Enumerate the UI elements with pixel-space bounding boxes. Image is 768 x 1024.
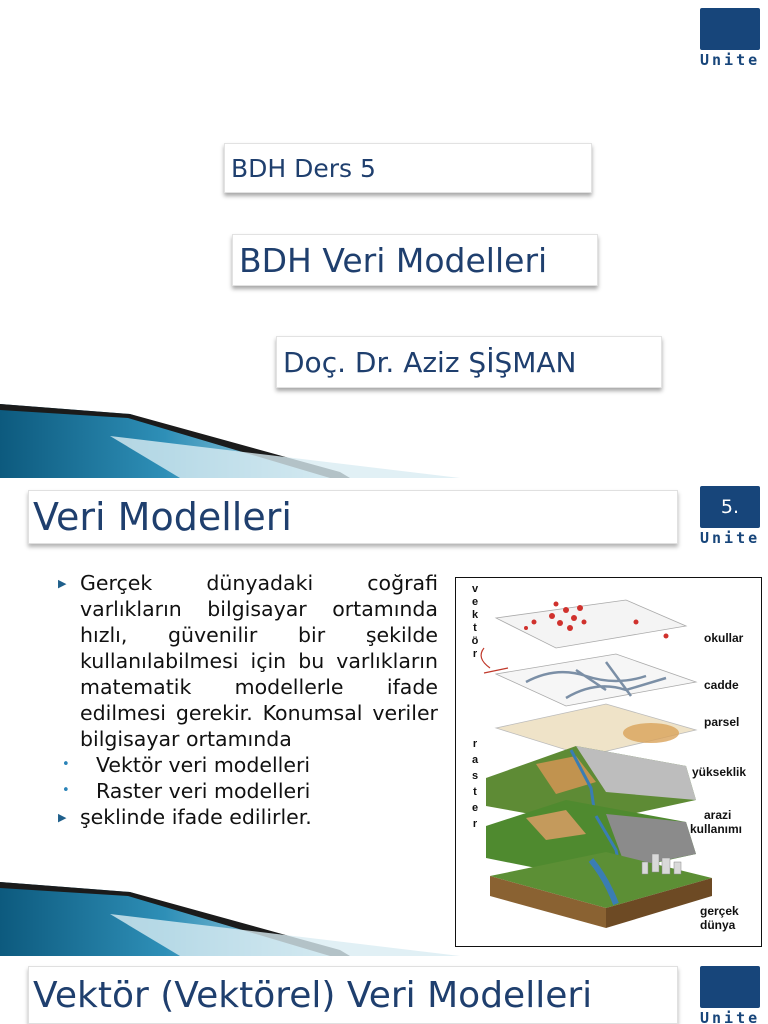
vector-letter: ö <box>471 635 479 647</box>
raster-letter: r <box>472 738 478 750</box>
slide-heading: Vektör (Vektörel) Veri Modelleri <box>28 966 678 1024</box>
vektor-slide <box>0 958 768 1024</box>
unite-logo-word: Unite <box>700 1009 761 1024</box>
vector-letter: r <box>472 648 478 660</box>
slide-heading: Veri Modelleri <box>28 490 678 544</box>
bullet-intro: ▶ Gerçek dünyadaki coğrafi varlıkların bilgisayar ortamında hızlı, güvenilir bir şekilde kullanılabilmesi için bu varlıkların matematik modellerle ifade edilmesi gerekir. Konumsal veriler bilgisayar ortamında <box>58 570 438 752</box>
vector-letter: t <box>473 622 477 634</box>
unite-logo-word: Unite <box>700 529 761 547</box>
layer-label-yukseklik: yükseklik <box>692 765 747 779</box>
unite-logo-box <box>700 966 760 1008</box>
unite-logo-box <box>700 8 760 50</box>
unit-number-box: 5. <box>700 486 760 528</box>
unite-logo-word: Unite <box>700 51 761 69</box>
layer-label-cadde: cadde <box>704 678 739 692</box>
bullet-list <box>58 570 438 830</box>
bullet-raster: • Raster veri modelleri <box>58 778 438 804</box>
title-slide <box>0 0 768 478</box>
layer-label-parsel: parsel <box>704 715 740 729</box>
raster-letter: t <box>473 786 477 798</box>
raster-letter: s <box>471 770 479 782</box>
raster-letter: a <box>471 754 479 766</box>
unite-logo <box>700 486 760 547</box>
layer-label-gercek: gerçek <box>700 904 739 918</box>
presentation-title: BDH Veri Modelleri <box>232 234 598 286</box>
unite-logo <box>700 966 760 1024</box>
decorative-swoosh <box>0 878 768 958</box>
layer-label-dunya: dünya <box>700 918 736 932</box>
raster-letter: r <box>472 818 478 830</box>
layer-label-kullanimi: kullanımı <box>690 822 743 836</box>
bullet-vector: • Vektör veri modelleri <box>58 752 438 778</box>
layer-label-okullar: okullar <box>704 631 744 645</box>
course-label: BDH Ders 5 <box>224 143 592 193</box>
vector-letter: k <box>471 609 479 621</box>
decorative-swoosh <box>0 400 768 478</box>
unite-logo <box>700 8 760 69</box>
vector-letter: e <box>471 596 479 608</box>
vector-letter: v <box>471 583 479 595</box>
author-name: Doç. Dr. Aziz ŞİŞMAN <box>276 336 662 388</box>
layer-label-arazi: arazi <box>704 808 732 822</box>
raster-letter: e <box>471 802 479 814</box>
bullet-outro: ▶ şeklinde ifade edilirler. <box>58 804 438 830</box>
veri-modelleri-slide <box>0 478 768 958</box>
